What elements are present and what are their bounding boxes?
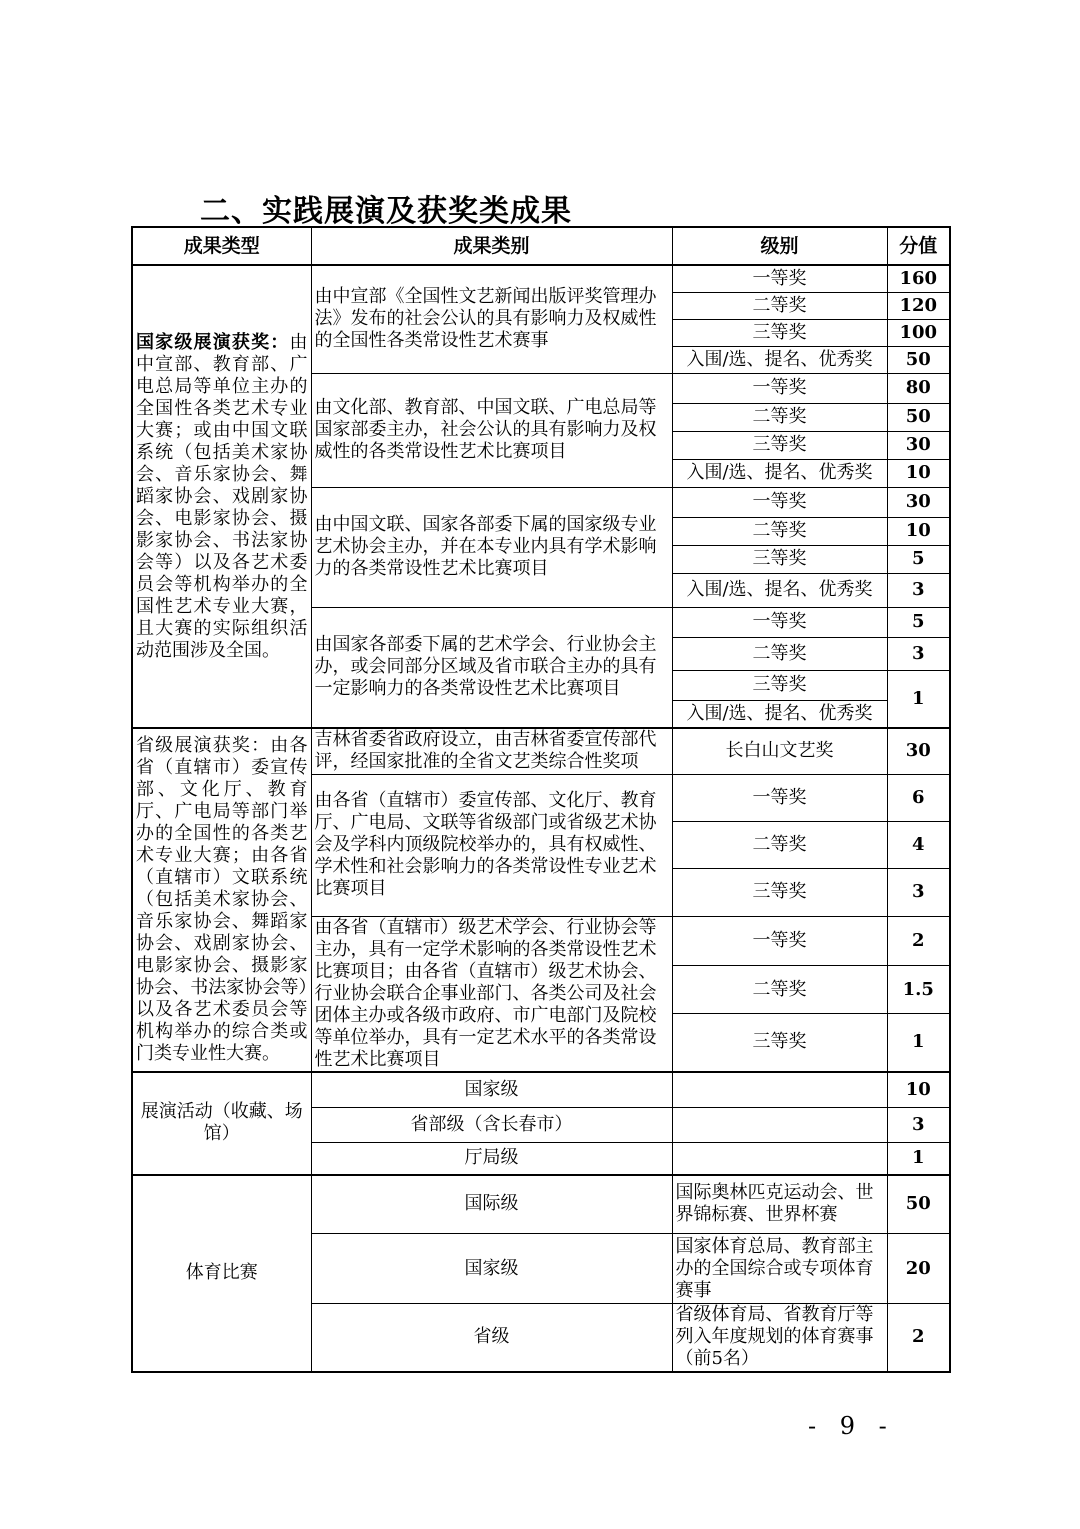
- level-cell: 二等奖: [672, 637, 887, 670]
- header-type: 成果类型: [132, 227, 311, 265]
- exhibition-section: [132, 1072, 950, 1175]
- category-cell: 国家级: [311, 1234, 672, 1304]
- level-cell: 入围/选、提名、优秀奖: [672, 700, 887, 728]
- level-cell: 入围/选、提名、优秀奖: [672, 573, 887, 607]
- level-cell: 二等奖: [672, 821, 887, 868]
- category-cell: 由各省（直辖市）委宣传部、文化厅、教育厅、广电局、文联等省级部门或省级艺术协会及学科内顶级院校举办的，具有权威性、学术性和社会影响力的各类常设性专业艺术比赛项目: [311, 774, 672, 916]
- level-cell: 一等奖: [672, 487, 887, 517]
- level-cell: [672, 1143, 887, 1175]
- score-cell: 1: [887, 1143, 950, 1175]
- score-cell: 50: [887, 1175, 950, 1234]
- score-cell: 1.5: [887, 965, 950, 1013]
- category-cell: 由文化部、教育部、中国文联、广电总局等国家部委主办，社会公认的具有影响力及权威性的各类常设性艺术比赛项目: [311, 373, 672, 487]
- level-cell: [672, 1072, 887, 1108]
- score-cell: 30: [887, 487, 950, 517]
- category-cell: 省级: [311, 1304, 672, 1372]
- header-score: 分值: [887, 227, 950, 265]
- score-cell: 2: [887, 1304, 950, 1372]
- category-cell: 由中国文联、国家各部委下属的国家级专业艺术协会主办，并在本专业内具有学术影响力的各类常设性艺术比赛项目: [311, 487, 672, 607]
- level-cell: 入围/选、提名、优秀奖: [672, 346, 887, 373]
- level-cell: 三等奖: [672, 319, 887, 346]
- national-type-title: 国家级展演获奖：: [136, 331, 290, 353]
- level-cell: 三等奖: [672, 431, 887, 459]
- level-cell: 国际奥林匹克运动会、世界锦标赛、世界杯赛: [672, 1175, 887, 1234]
- level-cell: 三等奖: [672, 670, 887, 700]
- level-cell: 三等奖: [672, 1014, 887, 1072]
- level-cell: 国家体育总局、教育部主办的全国综合或专项体育赛事: [672, 1234, 887, 1304]
- score-cell: 30: [887, 431, 950, 459]
- header-category: 成果类别: [311, 227, 672, 265]
- category-cell: 国家级: [311, 1072, 672, 1108]
- category-cell: 由中宣部《全国性文艺新闻出版评奖管理办法》发布的社会公认的具有影响力及权威性的全国性各类常设性艺术赛事: [311, 265, 672, 373]
- category-cell: 吉林省委省政府设立，由吉林省委宣传部代评，经国家批准的全省文艺类综合性奖项: [311, 728, 672, 774]
- score-cell: 3: [887, 637, 950, 670]
- level-cell: 二等奖: [672, 403, 887, 431]
- level-cell: 一等奖: [672, 607, 887, 637]
- section-title: 二、实践展演及获奖类成果: [200, 194, 572, 229]
- national-section: [132, 265, 950, 728]
- table-row: [132, 1175, 950, 1234]
- category-cell: 由国家各部委下属的艺术学会、行业协会主办，或会同部分区域及省市联合主办的具有一定影响力的各类常设性艺术比赛项目: [311, 607, 672, 728]
- table-header-row: [132, 227, 950, 265]
- level-cell: 长白山文艺奖: [672, 728, 887, 774]
- national-type-cell: [132, 265, 311, 728]
- level-cell: 一等奖: [672, 265, 887, 292]
- level-cell: 三等奖: [672, 545, 887, 573]
- category-cell: 厅局级: [311, 1143, 672, 1175]
- header-level: 级别: [672, 227, 887, 265]
- level-cell: 二等奖: [672, 292, 887, 319]
- level-cell: 二等奖: [672, 517, 887, 545]
- score-cell: 10: [887, 1072, 950, 1108]
- table-row: [132, 1072, 950, 1108]
- provincial-section: [132, 728, 950, 1072]
- level-cell: 省级体育局、省教育厅等列入年度规划的体育赛事（前5名）: [672, 1304, 887, 1372]
- level-cell: 一等奖: [672, 774, 887, 821]
- page-number: - 9 -: [808, 1412, 895, 1440]
- national-type-desc: 由中宣部、教育部、广电总局等单位主办的全国性各类艺术专业大赛；或由中国文联系统（包括美术家协会、音乐家协会、舞蹈家协会、戏剧家协会、电影家协会、摄影家协会、书法家协会等）以及各艺术委员会等机构举办的全国性艺术专业大赛，且大赛的实际组织活动范围涉及全国。: [136, 331, 308, 661]
- score-cell: 100: [887, 319, 950, 346]
- score-cell: 5: [887, 607, 950, 637]
- score-cell: 10: [887, 459, 950, 487]
- table-row: [132, 728, 950, 774]
- score-cell: 50: [887, 403, 950, 431]
- score-cell: 1: [887, 670, 950, 728]
- score-cell: 160: [887, 265, 950, 292]
- score-cell: 1: [887, 1014, 950, 1072]
- score-cell: 6: [887, 774, 950, 821]
- level-cell: 一等奖: [672, 916, 887, 965]
- table-row: [132, 265, 950, 292]
- achievement-table: [131, 226, 951, 1373]
- level-cell: 二等奖: [672, 965, 887, 1013]
- category-cell: 国际级: [311, 1175, 672, 1234]
- score-cell: 30: [887, 728, 950, 774]
- score-cell: 50: [887, 346, 950, 373]
- category-cell: 由各省（直辖市）级艺术学会、行业协会等主办，具有一定学术影响的各类常设性艺术比赛项目；由各省（直辖市）级艺术协会、行业协会联合企事业部门、各类公司及社会团体主办或各级市政府、市广电部门及院校等单位举办，具有一定艺术水平的各类常设性艺术比赛项目: [311, 916, 672, 1072]
- provincial-type-cell: 省级展演获奖：由各省（直辖市）委宣传部、文化厅、教育厅、广电局等部门举办的全国性的各类艺术专业大赛；由各省（直辖市）文联系统（包括美术家协会、音乐家协会、舞蹈家协会、戏剧家协会、电影家协会、摄影家协会、书法家协会等）以及各艺术委员会等机构举办的综合类或门类专业性大赛。: [132, 728, 311, 1072]
- score-cell: 80: [887, 373, 950, 403]
- level-cell: [672, 1108, 887, 1143]
- level-cell: 一等奖: [672, 373, 887, 403]
- score-cell: 5: [887, 545, 950, 573]
- level-cell: 入围/选、提名、优秀奖: [672, 459, 887, 487]
- category-cell: 省部级（含长春市）: [311, 1108, 672, 1143]
- score-cell: 3: [887, 868, 950, 916]
- sports-type-cell: 体育比赛: [132, 1175, 311, 1372]
- score-cell: 3: [887, 1108, 950, 1143]
- exhibition-type-cell: 展演活动（收藏、场馆）: [132, 1072, 311, 1175]
- level-cell: 三等奖: [672, 868, 887, 916]
- score-cell: 120: [887, 292, 950, 319]
- score-cell: 10: [887, 517, 950, 545]
- score-cell: 2: [887, 916, 950, 965]
- score-cell: 4: [887, 821, 950, 868]
- score-cell: 3: [887, 573, 950, 607]
- score-cell: 20: [887, 1234, 950, 1304]
- sports-section: [132, 1175, 950, 1372]
